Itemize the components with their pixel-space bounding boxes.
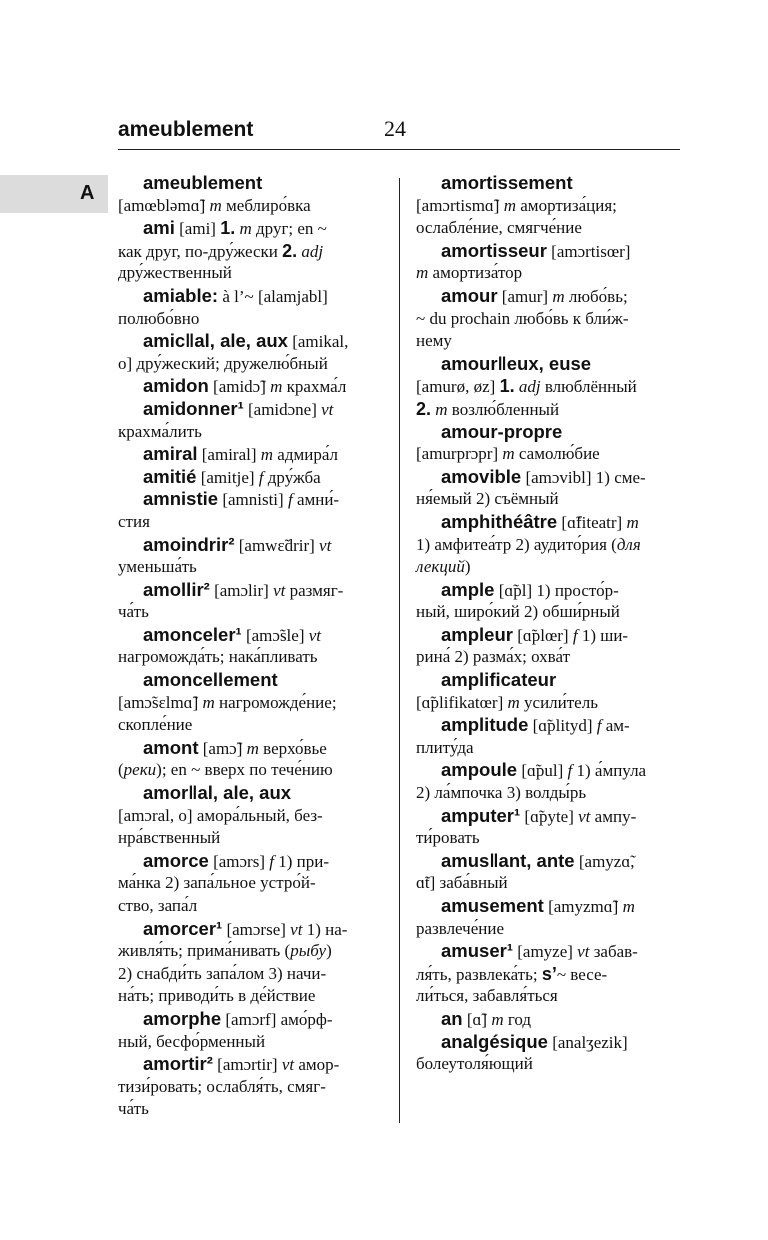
- entry-headword: amor‖al, ale, aux: [143, 782, 292, 804]
- grammar-label: для: [616, 534, 641, 554]
- dictionary-continuation-line: [416, 692, 678, 715]
- grammar-label: f: [287, 490, 293, 510]
- entry-text: [ɑ̃pyte]: [520, 806, 579, 826]
- dictionary-continuation-line: [416, 985, 678, 1008]
- entry-text: [amɔvibl] 1) сме-: [521, 467, 646, 487]
- entry-headword: ampoule: [441, 759, 518, 781]
- entry-text: [amikal,: [287, 332, 349, 352]
- entry-text: [amwɛ̃drir]: [234, 535, 320, 555]
- entry-headword: amic‖al, ale, aux: [143, 330, 288, 352]
- grammar-label: adj: [297, 241, 324, 261]
- entry-headword: amovible: [441, 465, 522, 487]
- entry-text: [ɑ̃plifikatœr]: [416, 692, 508, 712]
- dictionary-entry-line: [416, 1008, 678, 1031]
- grammar-label: f: [572, 625, 578, 645]
- entry-headword: amuser¹: [441, 940, 513, 962]
- grammar-label: m: [626, 512, 639, 532]
- dictionary-continuation-line: [118, 308, 386, 331]
- entry-text: ный, широ́кий 2) обши́рный: [416, 602, 620, 622]
- entry-text: [ɑ̃fiteatr]: [557, 512, 627, 532]
- grammar-label: m: [270, 377, 283, 397]
- entry-text: [amiral]: [197, 445, 261, 465]
- entry-text: дру́жба: [263, 467, 321, 487]
- dictionary-entry-line: [118, 850, 386, 873]
- left-column: [118, 172, 386, 1121]
- dictionary-entry-line: [118, 669, 386, 692]
- entry-text: (: [118, 760, 124, 780]
- dictionary-continuation-line: [118, 940, 386, 963]
- entry-headword: amonceler¹: [143, 623, 242, 645]
- entry-text: [ɑ̃pl] 1) просто́р-: [494, 580, 619, 600]
- dictionary-continuation-line: [118, 827, 386, 850]
- dictionary-entry-line: [118, 918, 386, 941]
- grammar-label: m: [507, 692, 520, 712]
- grammar-label: m: [235, 219, 252, 239]
- dictionary-entry-line: [416, 714, 678, 737]
- dictionary-entry-line: [416, 466, 678, 489]
- dictionary-continuation-line: [118, 421, 386, 444]
- dictionary-continuation-line: [416, 443, 678, 466]
- entry-text: [ɑ̃plœr]: [512, 625, 573, 645]
- entry-headword: amoindrir²: [143, 533, 235, 555]
- entry-headword: amorce: [143, 849, 209, 871]
- entry-text: [amyze]: [512, 942, 578, 962]
- entry-text: [amurprɔpr]: [416, 444, 503, 464]
- entry-text: ня́емый 2) съёмный: [416, 489, 559, 509]
- entry-text: тизи́ровать; ослабля́ть, смяг-: [118, 1076, 326, 1096]
- dictionary-entry-line: [118, 375, 386, 398]
- entry-text: ); en ~ вверх по тече́нию: [156, 760, 333, 780]
- grammar-label: vt: [273, 580, 286, 600]
- entry-text: [amɔrf] амо́рф-: [221, 1009, 333, 1029]
- dictionary-continuation-line: [416, 217, 678, 240]
- entry-text: [amɔrtisœr]: [546, 241, 631, 261]
- entry-text: [ɑ̃plityd]: [528, 716, 597, 736]
- dictionary-entry-line: [118, 443, 386, 466]
- entry-text: нему: [416, 331, 452, 351]
- grammar-label: vt: [281, 1055, 295, 1075]
- dictionary-entry-line: [416, 353, 678, 376]
- dictionary-continuation-line: [118, 805, 386, 828]
- dictionary-continuation-line: [416, 737, 678, 760]
- grammar-label: m: [491, 1009, 504, 1029]
- header-rule: [118, 149, 680, 150]
- entry-headword: amont: [143, 736, 199, 758]
- dictionary-continuation-line: [416, 601, 678, 624]
- entry-text: стия: [118, 511, 150, 531]
- entry-text: усили́тель: [519, 692, 598, 712]
- dictionary-continuation-line: [416, 308, 678, 331]
- dictionary-entry-line: [416, 285, 678, 308]
- dictionary-continuation-line: [416, 398, 678, 421]
- entry-text: [amidɔ̃]: [208, 377, 271, 397]
- entry-text: амортиза́ция;: [516, 195, 617, 215]
- entry-text: как друг, по-дру́жески: [118, 241, 283, 261]
- dictionary-continuation-line: [416, 782, 678, 805]
- entry-text: [amɔlir]: [209, 580, 274, 600]
- grammar-label: m: [202, 692, 215, 712]
- dictionary-entry-line: [118, 285, 386, 308]
- dictionary-entry-line: [416, 511, 678, 534]
- entry-text: à l’~ [alamjabl]: [218, 286, 328, 306]
- entry-text: крахма́лить: [118, 421, 202, 441]
- entry-text: [ɑ̃]: [462, 1009, 492, 1029]
- entry-headword: amplificateur: [441, 669, 557, 691]
- grammar-label: f: [258, 467, 264, 487]
- dictionary-entry-line: [416, 850, 678, 873]
- dictionary-continuation-line: [118, 872, 386, 895]
- entry-text: нра́вственный: [118, 828, 221, 848]
- entry-text: [amurø, øz]: [416, 377, 500, 397]
- grammar-label: m: [503, 195, 517, 215]
- entry-headword: amour: [441, 284, 498, 306]
- thumb-index-letter: A: [80, 182, 95, 204]
- entry-text: ли́ться, забавля́ться: [416, 986, 558, 1006]
- dictionary-entry-line: [118, 466, 386, 489]
- grammar-label: vt: [321, 399, 334, 419]
- entry-text: [amur]: [497, 286, 553, 306]
- dictionary-entry-line: [118, 1053, 386, 1076]
- entry-text: [amɔrs]: [208, 851, 270, 871]
- dictionary-continuation-line: [416, 872, 678, 895]
- entry-text: [amɔrse]: [222, 919, 291, 939]
- dictionary-continuation-line: [416, 963, 678, 986]
- dictionary-continuation-line: [416, 534, 678, 557]
- dictionary-continuation-line: [118, 556, 386, 579]
- dictionary-continuation-line: [118, 262, 386, 285]
- entry-text: 2) ла́мпочка 3) волды́рь: [416, 783, 587, 803]
- entry-text: на́ть; приводи́ть в де́йствие: [118, 986, 316, 1006]
- entry-headword: amortisseur: [441, 239, 547, 261]
- entry-text: 1) а́мпула: [572, 761, 647, 781]
- entry-text: 1) при-: [273, 851, 330, 871]
- entry-text: ~ весе-: [556, 964, 608, 984]
- dictionary-entry-line: [416, 579, 678, 602]
- grammar-label: m: [246, 738, 259, 758]
- entry-headword: amitié: [143, 465, 197, 487]
- dictionary-continuation-line: [118, 963, 386, 986]
- entry-headword: amputer¹: [441, 804, 521, 826]
- entry-text: ный, бесфо́рменный: [118, 1031, 266, 1051]
- entry-text: 1) на-: [302, 919, 348, 939]
- entry-text: ля́ть, развлека́ть;: [416, 964, 542, 984]
- entry-text: ): [464, 557, 471, 577]
- entry-headword: amorphe: [143, 1007, 222, 1029]
- dictionary-continuation-line: [118, 240, 386, 263]
- dictionary-entry-line: [118, 330, 386, 353]
- dictionary-entry-line: [416, 759, 678, 782]
- entry-text: [ami]: [174, 219, 221, 239]
- entry-text: амор-: [294, 1055, 340, 1075]
- grammar-label: реки: [123, 760, 157, 780]
- entry-text: [amɔral, o] амора́льный, без-: [118, 805, 323, 825]
- entry-text: o] дру́жеский; дружелю́бный: [118, 353, 328, 373]
- grammar-label: m: [502, 444, 515, 464]
- entry-text: ам-: [601, 716, 630, 736]
- entry-text: полюбо́вно: [118, 308, 200, 328]
- entry-text: крахма́л: [282, 377, 347, 397]
- entry-text: ~ du prochain любо́вь к бли́ж-: [416, 308, 629, 328]
- dictionary-entry-line: [118, 737, 386, 760]
- dictionary-continuation-line: [416, 488, 678, 511]
- entry-headword: ameublement: [143, 172, 263, 193]
- entry-text: любо́вь;: [564, 286, 628, 306]
- entry-text: 2) снабди́ть запа́лом 3) начи-: [118, 963, 327, 983]
- entry-headword: amour‖eux, euse: [441, 352, 592, 374]
- entry-text: ɑ̃t] заба́вный: [416, 873, 508, 893]
- entry-text: ча́ть: [118, 602, 149, 622]
- entry-text: [amɔ̃sle]: [241, 625, 309, 645]
- dictionary-entry-line: [118, 782, 386, 805]
- grammar-label: f: [567, 761, 573, 781]
- entry-text: амортиза́тор: [428, 263, 523, 283]
- entry-text: скопле́ние: [118, 715, 193, 735]
- entry-headword: amidon: [143, 375, 209, 397]
- dictionary-continuation-line: [118, 195, 386, 218]
- dictionary-continuation-line: [118, 1076, 386, 1099]
- dictionary-continuation-line: [118, 1098, 386, 1121]
- grammar-label: лекций: [416, 557, 465, 577]
- sense-number: 2.: [282, 240, 298, 261]
- sense-number: 1.: [499, 376, 515, 397]
- grammar-label: m: [260, 445, 274, 465]
- entry-text: [amɔ̃sɛlmɑ̃]: [118, 692, 203, 712]
- entry-text: уменьша́ть: [118, 557, 197, 577]
- dictionary-continuation-line: [118, 646, 386, 669]
- entry-headword: ami: [143, 217, 175, 239]
- entry-text: размяг-: [285, 580, 344, 600]
- sense-number: 2.: [416, 398, 432, 419]
- entry-text: друг; en ~: [251, 219, 327, 239]
- entry-text: 1) амфитеа́тр 2) аудито́рия (: [416, 534, 617, 554]
- dictionary-continuation-line: [416, 262, 678, 285]
- entry-text: [amɔ̃]: [198, 738, 247, 758]
- entry-text: живля́ть; прима́нивать (: [118, 941, 291, 961]
- dictionary-continuation-line: [416, 646, 678, 669]
- entry-headword: amiral: [143, 443, 198, 465]
- entry-text: болеутоля́ющий: [416, 1054, 533, 1074]
- grammar-label: vt: [319, 535, 332, 555]
- running-head: ameublement: [118, 118, 254, 141]
- dictionary-entry-line: [416, 624, 678, 647]
- entry-text: [amidɔne]: [243, 399, 322, 419]
- dictionary-entry-line: [416, 940, 678, 963]
- dictionary-entry-line: [416, 805, 678, 828]
- entry-text: нагроможда́ть; нака́пливать: [118, 647, 318, 667]
- entry-text: рина́ 2) разма́х; охва́т: [416, 647, 570, 667]
- dictionary-entry-line: [416, 1031, 678, 1054]
- sense-number: 1.: [220, 218, 236, 239]
- entry-headword: amusement: [441, 895, 544, 916]
- grammar-label: vt: [577, 942, 590, 962]
- dictionary-entry-line: [118, 217, 386, 240]
- dictionary-continuation-line: [118, 895, 386, 918]
- dictionary-continuation-line: [416, 195, 678, 218]
- dictionary-entry-line: [118, 172, 386, 195]
- entry-headword: amphithéâtre: [441, 510, 558, 532]
- entry-text: верхо́вье: [258, 738, 327, 758]
- grammar-label: m: [622, 897, 635, 916]
- entry-headword: amorcer¹: [143, 917, 223, 939]
- dictionary-continuation-line: [416, 330, 678, 353]
- column-divider: [399, 178, 400, 1123]
- entry-text: адмира́л: [273, 445, 339, 465]
- entry-headword: amplitude: [441, 714, 529, 736]
- entry-text: [amitje]: [196, 467, 259, 487]
- dictionary-continuation-line: [118, 353, 386, 376]
- grammar-label: vt: [308, 625, 322, 645]
- page-number: 24: [384, 116, 406, 141]
- entry-text: ство, запа́л: [118, 896, 198, 915]
- dictionary-entry-line: [118, 398, 386, 421]
- dictionary-entry-line: [416, 669, 678, 692]
- dictionary-entry-line: [118, 534, 386, 557]
- entry-text: ти́ровать: [416, 828, 480, 848]
- grammar-label: vt: [578, 806, 591, 826]
- entry-text: [amɔrtir]: [212, 1055, 282, 1075]
- entry-headword: amortir²: [143, 1053, 213, 1075]
- entry-text: влюблённый: [540, 377, 637, 397]
- grammar-label: f: [269, 851, 274, 871]
- entry-text: ослабле́ние, смягче́ние: [416, 218, 582, 238]
- dictionary-continuation-line: [118, 985, 386, 1008]
- dictionary-entry-line: [118, 579, 386, 602]
- dictionary-entry-line: [416, 240, 678, 263]
- entry-text: нагроможде́ние;: [214, 692, 337, 712]
- entry-text: ма́нка 2) запа́льное устро́й-: [118, 873, 316, 893]
- entry-text: [analʒezik]: [547, 1032, 628, 1052]
- entry-headword: amus‖ant, ante: [441, 849, 575, 871]
- entry-text: [amɔrtismɑ̃]: [416, 195, 504, 215]
- dictionary-continuation-line: [416, 556, 678, 579]
- dictionary-continuation-line: [118, 714, 386, 737]
- dictionary-entry-line: [416, 895, 678, 918]
- entry-text: 1) ши-: [577, 625, 629, 645]
- grammar-label: m: [416, 263, 429, 283]
- entry-text: ): [326, 941, 332, 961]
- entry-text: амни́-: [292, 490, 340, 510]
- entry-text: ча́ть: [118, 1099, 149, 1119]
- dictionary-continuation-line: [118, 601, 386, 624]
- entry-text: возлю́бленный: [447, 399, 560, 419]
- entry-headword: amidonner¹: [143, 397, 244, 419]
- entry-text: меблиро́вка: [221, 195, 311, 215]
- dictionary-entry-line: [118, 624, 386, 647]
- entry-text: год: [503, 1009, 532, 1029]
- dictionary-entry-line: [118, 1008, 386, 1031]
- entry-text: ампу-: [590, 806, 637, 826]
- entry-text: забав-: [589, 942, 638, 962]
- entry-text: [ɑ̃pul]: [517, 761, 568, 781]
- right-column: [416, 172, 678, 1076]
- entry-headword: an: [441, 1007, 463, 1029]
- grammar-label: m: [431, 399, 448, 419]
- entry-text: дру́жественный: [118, 263, 232, 283]
- entry-headword: ampleur: [441, 623, 513, 645]
- dictionary-entry-line: [416, 172, 678, 195]
- grammar-label: adj: [514, 377, 541, 397]
- entry-headword: analgésique: [441, 1030, 548, 1052]
- dictionary-entry-line: [118, 488, 386, 511]
- dictionary-continuation-line: [118, 692, 386, 715]
- entry-text: [amyzɑ̃,: [574, 851, 635, 871]
- dictionary-continuation-line: [416, 827, 678, 850]
- dictionary-continuation-line: [118, 511, 386, 534]
- entry-headword: amiable:: [143, 284, 219, 306]
- entry-headword: amour-propre: [441, 420, 563, 442]
- entry-text: [amœbləmɑ̃]: [118, 195, 210, 215]
- entry-headword: amoncellement: [143, 669, 278, 691]
- entry-headword: amollir²: [143, 578, 210, 600]
- grammar-label: рыбу: [290, 941, 327, 961]
- entry-text: развлече́ние: [416, 918, 505, 938]
- entry-text: [amyzmɑ̃]: [543, 897, 623, 916]
- entry-headword: amortissement: [441, 172, 573, 193]
- grammar-label: m: [209, 195, 222, 215]
- sense-number: s’: [541, 963, 557, 984]
- entry-text: [amnisti]: [218, 490, 288, 510]
- grammar-label: m: [552, 286, 565, 306]
- dictionary-continuation-line: [118, 759, 386, 782]
- entry-text: плиту́да: [416, 737, 474, 757]
- grammar-label: vt: [290, 919, 303, 939]
- entry-headword: ample: [441, 578, 495, 600]
- entry-text: самолю́бие: [514, 444, 600, 464]
- dictionary-continuation-line: [416, 918, 678, 941]
- grammar-label: f: [596, 716, 602, 736]
- dictionary-continuation-line: [416, 1053, 678, 1076]
- dictionary-continuation-line: [416, 375, 678, 398]
- dictionary-continuation-line: [118, 1031, 386, 1054]
- dictionary-entry-line: [416, 421, 678, 444]
- entry-headword: amnistie: [143, 488, 219, 510]
